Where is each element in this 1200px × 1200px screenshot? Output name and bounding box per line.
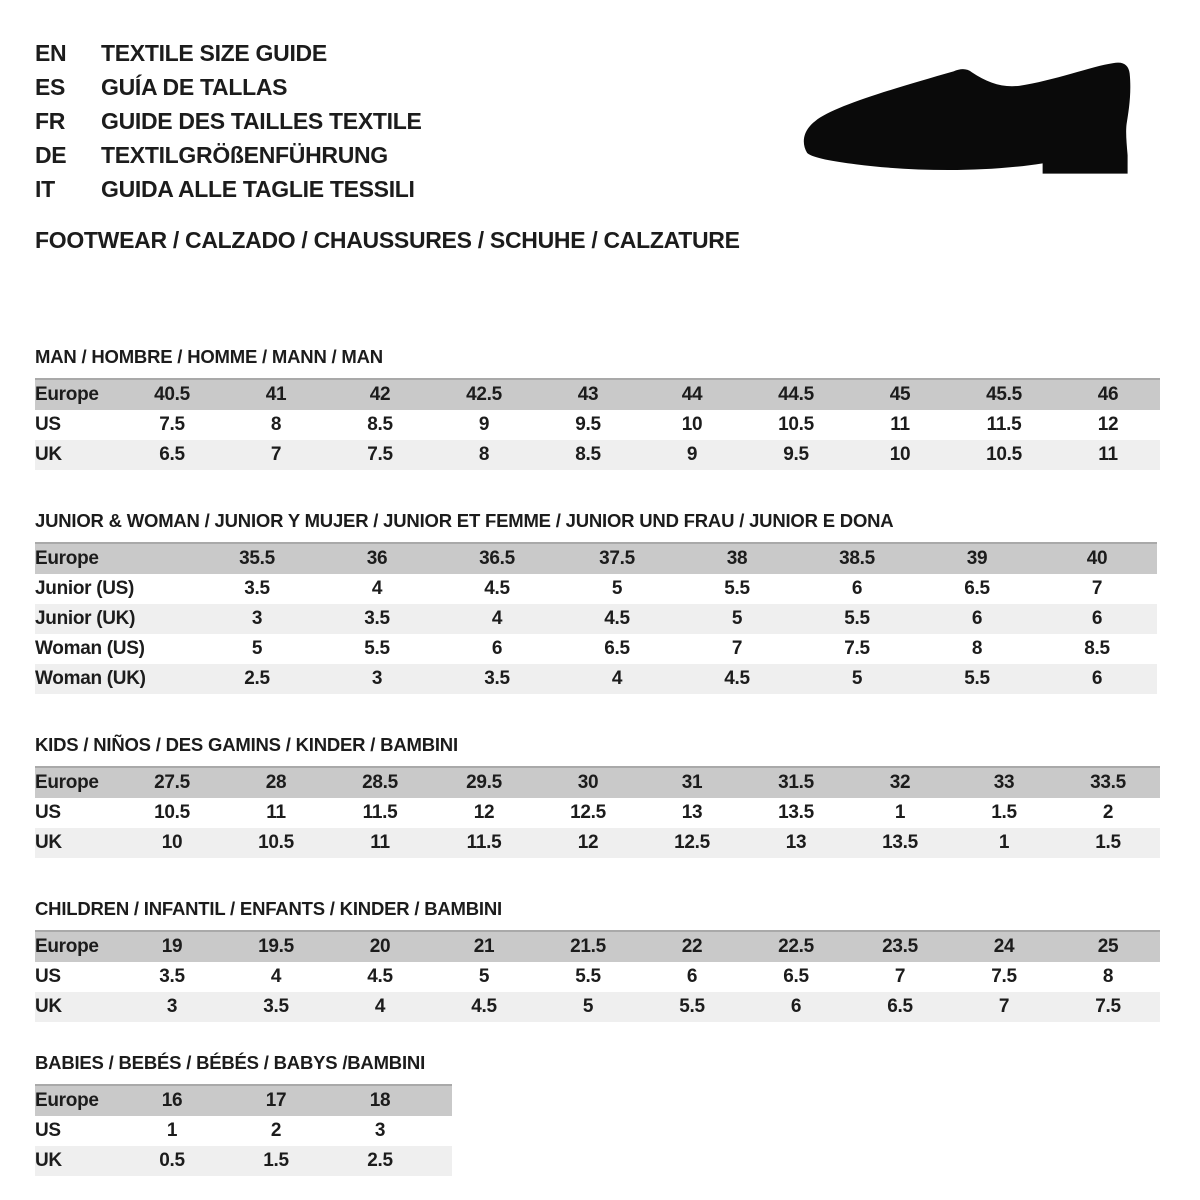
size-cell: 27.5 [154, 772, 190, 793]
size-cell: 9.5 [783, 444, 809, 465]
row-label: Europe [35, 384, 99, 405]
size-cell: 2 [270, 1120, 282, 1141]
size-cell: 8 [971, 638, 983, 659]
size-cell: 32 [889, 772, 911, 793]
size-cell: 5 [611, 578, 623, 599]
section-title: BABIES / BEBÉS / BÉBÉS / BABYS /BAMBINI [35, 1052, 426, 1073]
row-label: UK [35, 996, 62, 1017]
size-cell: 44.5 [778, 384, 814, 405]
size-cell: 7.5 [1095, 996, 1121, 1017]
size-cell: 5.5 [964, 668, 990, 689]
size-cell: 4 [371, 578, 383, 599]
table-row [35, 931, 1160, 962]
size-cell: 2.5 [367, 1150, 393, 1171]
size-cell: 6 [851, 578, 863, 599]
size-cell: 8 [270, 414, 282, 435]
size-cell: 12.5 [674, 832, 710, 853]
size-table [35, 1084, 452, 1176]
row-label: Junior (US) [35, 578, 135, 599]
size-cell: 4.5 [367, 966, 393, 987]
size-cell: 6.5 [964, 578, 990, 599]
language-title: TEXTILE SIZE GUIDE [101, 40, 327, 66]
size-cell: 42.5 [466, 384, 502, 405]
size-cell: 5 [731, 608, 743, 629]
row-label: US [35, 966, 61, 987]
size-cell: 13 [785, 832, 807, 853]
size-cell: 44 [681, 384, 703, 405]
size-cell: 5.5 [679, 996, 705, 1017]
row-label: Europe [35, 936, 99, 957]
size-cell: 45.5 [986, 384, 1022, 405]
size-cell: 0.5 [159, 1150, 185, 1171]
size-cell: 5 [478, 966, 490, 987]
table-row [35, 767, 1160, 798]
size-cell: 35.5 [239, 548, 275, 569]
table-row [35, 604, 1157, 634]
size-cell: 13.5 [778, 802, 814, 823]
size-cell: 28 [265, 772, 287, 793]
size-cell: 10.5 [154, 802, 190, 823]
size-cell: 1.5 [263, 1150, 289, 1171]
size-cell: 17 [265, 1090, 287, 1111]
size-cell: 30 [577, 772, 599, 793]
size-cell: 10 [681, 414, 703, 435]
row-label: Junior (UK) [35, 608, 136, 629]
size-cell: 23.5 [882, 936, 918, 957]
size-cell: 4.5 [484, 578, 510, 599]
language-title: TEXTILGRÖßENFÜHRUNG [101, 142, 388, 168]
size-cell: 11 [266, 802, 286, 823]
size-cell: 5.5 [364, 638, 390, 659]
size-cell: 5 [582, 996, 594, 1017]
size-cell: 46 [1097, 384, 1119, 405]
table-row [35, 828, 1160, 858]
size-cell: 33 [993, 772, 1015, 793]
size-cell: 33.5 [1090, 772, 1126, 793]
size-table-section [35, 898, 1200, 1022]
language-code: ES [35, 74, 66, 100]
size-cell: 7.5 [159, 414, 185, 435]
size-cell: 5.5 [575, 966, 601, 987]
size-cell: 8.5 [1084, 638, 1110, 659]
size-cell: 22 [681, 936, 703, 957]
size-cell: 10.5 [778, 414, 814, 435]
size-cell: 1 [998, 832, 1010, 853]
size-cell: 42 [369, 384, 391, 405]
size-cell: 29.5 [466, 772, 502, 793]
size-cell: 6.5 [887, 996, 913, 1017]
size-cell: 6.5 [159, 444, 185, 465]
size-cell: 39 [966, 548, 988, 569]
size-cell: 21 [473, 936, 495, 957]
size-cell: 5.5 [844, 608, 870, 629]
section-title: JUNIOR & WOMAN / JUNIOR Y MUJER / JUNIOR ET FEMME / JUNIOR UND FRAU / JUNIOR E DONA [35, 510, 894, 531]
size-cell: 6.5 [604, 638, 630, 659]
size-cell: 6 [1091, 608, 1103, 629]
size-cell: 31 [681, 772, 703, 793]
row-label: Europe [35, 548, 99, 569]
size-cell: 4 [270, 966, 282, 987]
size-cell: 36.5 [479, 548, 515, 569]
size-cell: 3.5 [159, 966, 185, 987]
size-cell: 8 [478, 444, 490, 465]
size-cell: 4 [611, 668, 623, 689]
size-table [35, 378, 1160, 470]
row-label: Woman (UK) [35, 668, 146, 689]
size-cell: 21.5 [570, 936, 606, 957]
language-code: EN [35, 40, 67, 66]
table-row [35, 634, 1157, 664]
size-cell: 6 [790, 996, 802, 1017]
table-row [35, 1116, 452, 1146]
size-cell: 16 [161, 1090, 183, 1111]
size-table-section [35, 734, 1200, 858]
section-title: MAN / HOMBRE / HOMME / MANN / MAN [35, 346, 383, 367]
size-cell: 6 [1091, 668, 1103, 689]
size-cell: 3.5 [244, 578, 270, 599]
table-row [35, 664, 1157, 694]
size-table-section [35, 346, 1200, 470]
size-cell: 4 [374, 996, 386, 1017]
section-title: KIDS / NIÑOS / DES GAMINS / KINDER / BAMBINI [35, 734, 458, 755]
table-row [35, 992, 1160, 1022]
size-cell: 6 [686, 966, 698, 987]
size-cell: 1 [894, 802, 906, 823]
size-cell: 7 [270, 444, 282, 465]
size-cell: 12.5 [570, 802, 606, 823]
size-cell: 4.5 [471, 996, 497, 1017]
size-cell: 7 [1091, 578, 1103, 599]
size-cell: 38 [726, 548, 748, 569]
size-cell: 6.5 [783, 966, 809, 987]
size-cell: 22.5 [778, 936, 814, 957]
table-row [35, 1146, 452, 1176]
section-title: CHILDREN / INFANTIL / ENFANTS / KINDER / BAMBINI [35, 898, 502, 919]
size-cell: 8 [1102, 966, 1114, 987]
size-cell: 20 [369, 936, 391, 957]
row-label: Woman (US) [35, 638, 145, 659]
language-code: DE [35, 142, 67, 168]
size-cell: 40.5 [154, 384, 190, 405]
size-cell: 1.5 [1095, 832, 1121, 853]
size-cell: 7.5 [367, 444, 393, 465]
row-label: US [35, 414, 61, 435]
row-label: US [35, 802, 61, 823]
language-code: FR [35, 108, 66, 134]
size-cell: 11.5 [362, 802, 398, 823]
size-cell: 8.5 [367, 414, 393, 435]
row-label: Europe [35, 1090, 99, 1111]
size-cell: 1 [166, 1120, 178, 1141]
table-row [35, 440, 1160, 470]
table-row [35, 574, 1157, 604]
size-cell: 4 [491, 608, 503, 629]
size-cell: 5.5 [724, 578, 750, 599]
size-cell: 1.5 [991, 802, 1017, 823]
shoe-icon [800, 60, 1145, 184]
row-label: UK [35, 1150, 62, 1171]
spacer-cell [432, 1085, 452, 1116]
size-cell: 11 [890, 414, 910, 435]
row-label: UK [35, 444, 62, 465]
size-cell: 7 [731, 638, 743, 659]
size-cell: 11.5 [986, 414, 1022, 435]
size-cell: 5 [851, 668, 863, 689]
language-title: GUIDE DES TAILLES TEXTILE [101, 108, 422, 134]
row-label: UK [35, 832, 62, 853]
spacer-cell [432, 1116, 452, 1146]
size-cell: 43 [577, 384, 599, 405]
size-cell: 45 [889, 384, 911, 405]
language-title: GUIDA ALLE TAGLIE TESSILI [101, 176, 415, 202]
table-row [35, 962, 1160, 992]
size-table [35, 930, 1160, 1022]
size-cell: 25 [1097, 936, 1119, 957]
size-cell: 7 [894, 966, 906, 987]
row-label: Europe [35, 772, 99, 793]
spacer-cell [432, 1146, 452, 1176]
size-cell: 12 [1097, 414, 1119, 435]
row-label: US [35, 1120, 61, 1141]
size-cell: 38.5 [839, 548, 875, 569]
size-cell: 13 [681, 802, 703, 823]
category-title: FOOTWEAR / CALZADO / CHAUSSURES / SCHUHE / CALZATURE [35, 227, 740, 253]
size-cell: 31.5 [778, 772, 814, 793]
size-cell: 10 [161, 832, 183, 853]
size-cell: 19.5 [258, 936, 294, 957]
size-cell: 4.5 [724, 668, 750, 689]
size-cell: 3.5 [263, 996, 289, 1017]
table-row [35, 410, 1160, 440]
size-cell: 7.5 [844, 638, 870, 659]
language-code: IT [35, 176, 55, 202]
size-cell: 10.5 [258, 832, 294, 853]
size-table [35, 766, 1160, 858]
size-cell: 40 [1086, 548, 1108, 569]
table-row [35, 798, 1160, 828]
size-cell: 37.5 [599, 548, 635, 569]
size-cell: 3 [251, 608, 263, 629]
size-cell: 2.5 [244, 668, 270, 689]
size-cell: 12 [577, 832, 599, 853]
size-table-section [35, 510, 1200, 694]
size-cell: 3 [374, 1120, 386, 1141]
size-cell: 6 [491, 638, 503, 659]
size-cell: 9 [478, 414, 490, 435]
size-cell: 36 [366, 548, 388, 569]
size-cell: 3.5 [484, 668, 510, 689]
size-cell: 11.5 [466, 832, 502, 853]
size-cell: 3 [371, 668, 383, 689]
size-cell: 8.5 [575, 444, 601, 465]
size-cell: 41 [265, 384, 287, 405]
table-row [35, 543, 1157, 574]
size-cell: 10.5 [986, 444, 1022, 465]
table-row [35, 379, 1160, 410]
size-cell: 3.5 [364, 608, 390, 629]
size-cell: 13.5 [882, 832, 918, 853]
table-row [35, 1085, 452, 1116]
size-cell: 6 [971, 608, 983, 629]
size-cell: 9.5 [575, 414, 601, 435]
size-cell: 10 [889, 444, 911, 465]
size-cell: 5 [251, 638, 263, 659]
size-cell: 11 [370, 832, 390, 853]
size-cell: 18 [369, 1090, 391, 1111]
size-table [35, 542, 1157, 694]
size-cell: 24 [993, 936, 1015, 957]
size-cell: 7 [998, 996, 1010, 1017]
size-cell: 28.5 [362, 772, 398, 793]
size-cell: 12 [473, 802, 495, 823]
size-cell: 4.5 [604, 608, 630, 629]
size-cell: 19 [161, 936, 183, 957]
size-cell: 3 [166, 996, 178, 1017]
size-cell: 2 [1102, 802, 1114, 823]
size-cell: 7.5 [991, 966, 1017, 987]
size-table-section [35, 1052, 1200, 1176]
size-cell: 9 [686, 444, 698, 465]
size-cell: 11 [1098, 444, 1118, 465]
size-tables [35, 346, 1200, 1176]
language-title: GUÍA DE TALLAS [101, 74, 288, 100]
